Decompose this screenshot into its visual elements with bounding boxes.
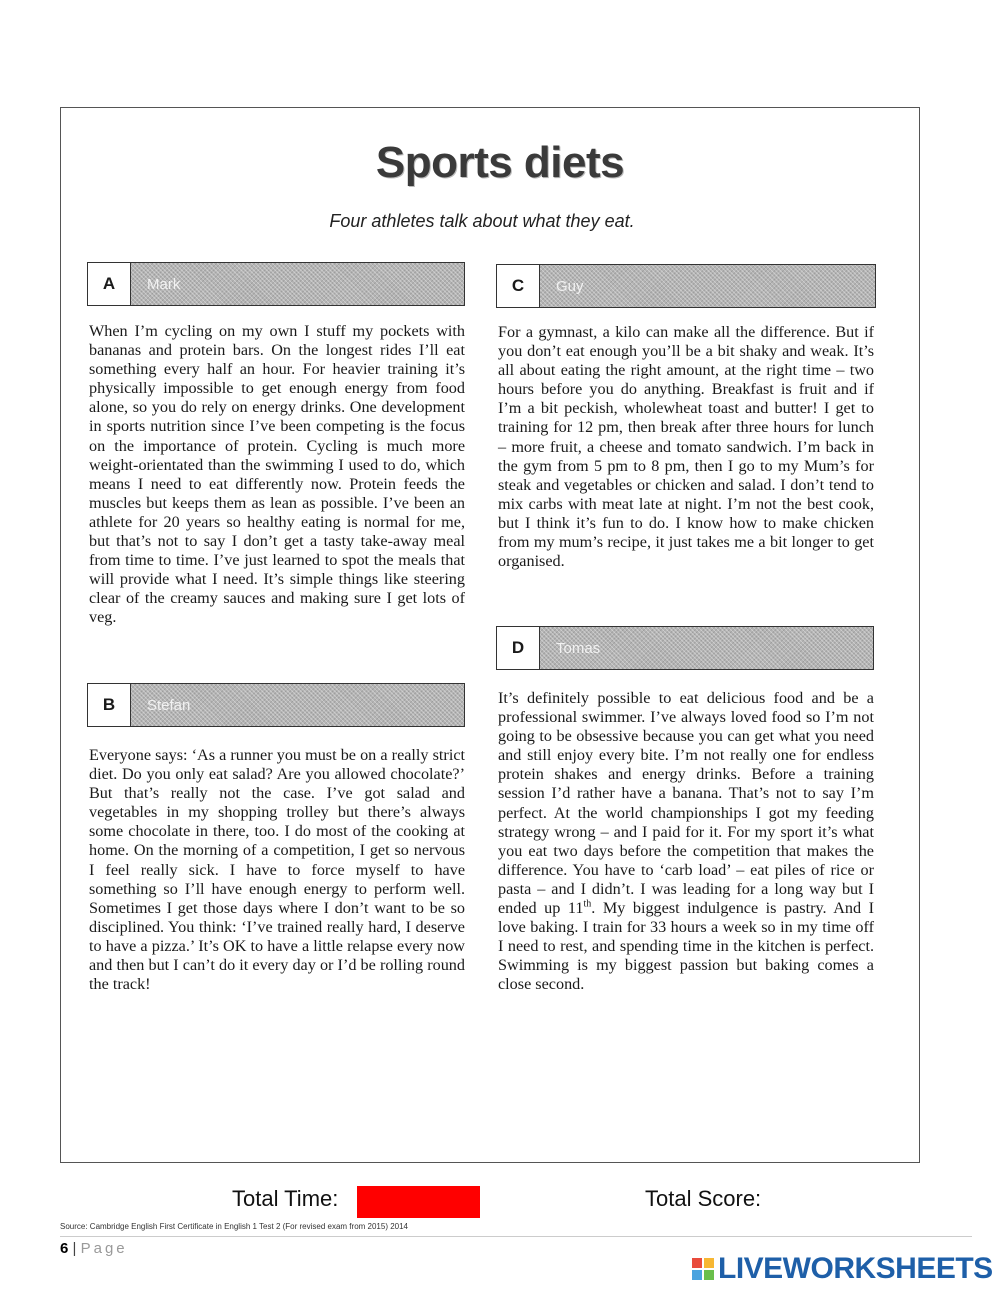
section-text-c: For a gymnast, a kilo can make all the difference. But if you don’t eat enough you’ll be a bit shaky and weak. It’s all about eating the right amount, at the right time – two hours before you do anything. Breakfast is fruit and if I’m a bit peckish, wholewheat toast and butter! I get to training for 12 pm, then break after three hours for lunch – more fruit, a cheese and tomato sandwich. I’m back in the gym from 5 pm to 8 pm, then I go to my Mum’s for steak and vegetables or chicken and salad. I don’t tend to mix carbs with meat late at night. I’m not the best cook, but I think it’s fun to do. I know how to make chicken from my mum’s recipe, it just takes me a bit longer to get organised.	[498, 323, 874, 571]
page-label: Page	[80, 1240, 128, 1257]
footer-divider	[60, 1236, 972, 1237]
page-subtitle: Four athletes talk about what they eat.	[329, 211, 635, 231]
section-name: Guy	[540, 265, 875, 307]
section-letter: A	[88, 263, 131, 305]
section-name: Mark	[131, 263, 464, 305]
section-name: Tomas	[540, 627, 873, 669]
section-letter: B	[88, 684, 131, 726]
liveworksheets-logo[interactable]	[692, 1253, 993, 1285]
section-text-b: Everyone says: ‘As a runner you must be on a really strict diet. Do you only eat salad? Are you allowed chocolate?’ But that’s really not the case. I’ve got salad and vegetables in my shopping trolley but there’s always some chocolate in there, too. I do most of the cooking at home. On the morning of a competition, I get so nervous I feel really sick. I have to force myself to have something so I’ll have enough energy to perform well. Sometimes I get those days where I don’t want to be so disciplined. You think: ‘I’ve trained really hard, I deserve to have a pizza.’ It’s OK to have a little relapse every now and then but I can’t do it every day or I’d be rolling round the track!	[89, 746, 465, 994]
total-score-label: Total Score:	[645, 1186, 762, 1211]
section-header-a	[87, 262, 465, 306]
section-header-d	[496, 626, 874, 670]
section-text-d	[498, 689, 874, 995]
total-time-label: Total Time:	[232, 1186, 339, 1211]
page-title: Sports diets	[375, 138, 625, 187]
section-letter: D	[497, 627, 540, 669]
ordinal-suffix: th	[583, 898, 592, 910]
section-text-a: When I’m cycling on my own I stuff my pockets with bananas and protein bars. On the longest rides I’ll eat something every half an hour. For heavier training it’s physically impossible to get enough energy from food alone, so you do rely on energy drinks. One development in sports nutrition since I’ve been competing is the focus on the importance of protein. Cycling is much more weight-orientated than the swimming I used to do, which means I need to eat differently now. Protein feeds the muscles but keeps them as lean as possible. I’ve been an athlete for 20 years so healthy eating is normal for me, but that’s not to say I don’t get a tasty take-away meal from time to time. I’ve just learned to spot the meals that will provide what I need. It’s simple things like steering clear of the creamy sauces and making sure I get lots of veg.	[89, 322, 465, 627]
section-header-c	[496, 264, 876, 308]
section-name: Stefan	[131, 684, 464, 726]
source-citation: Source: Cambridge English First Certificate in English 1 Test 2 (For revised exam from 2015) 2014	[60, 1222, 409, 1231]
page-separator: |	[72, 1240, 77, 1257]
section-text-d-part2: . My biggest indulgence is pastry. And I love baking. I train for 33 hours a week so in my time off I need to rest, and spending time in the kitchen is perfect. Swimming is my biggest passion but baking comes a close second.	[498, 899, 874, 994]
section-header-b	[87, 683, 465, 727]
section-letter: C	[497, 265, 540, 307]
section-text-d-part1: It’s definitely possible to eat delicious food and be a professional swimmer. I’ve always loved food so I’m not going to be obsessive because you can get what you need and still enjoy every bite. I’m not really one for endless protein shakes and energy drinks. Before a training session I’d rather have a banana. That’s not to say I’m perfect. At the world championships I got my feeding strategy wrong – and I paid for it. For my sport it’s what you eat two days before the competition that makes the difference. You have to ‘carb load’ – eat piles of rice or pasta – and I didn’t. I was leading for a long way but I ended up 11	[498, 689, 874, 918]
page-number-value: 6	[60, 1240, 69, 1257]
page-number	[60, 1240, 128, 1257]
brand-name: LIVEWORKSHEETS	[718, 1252, 993, 1285]
logo-squares-icon	[692, 1258, 714, 1280]
total-time-box[interactable]	[357, 1186, 480, 1218]
